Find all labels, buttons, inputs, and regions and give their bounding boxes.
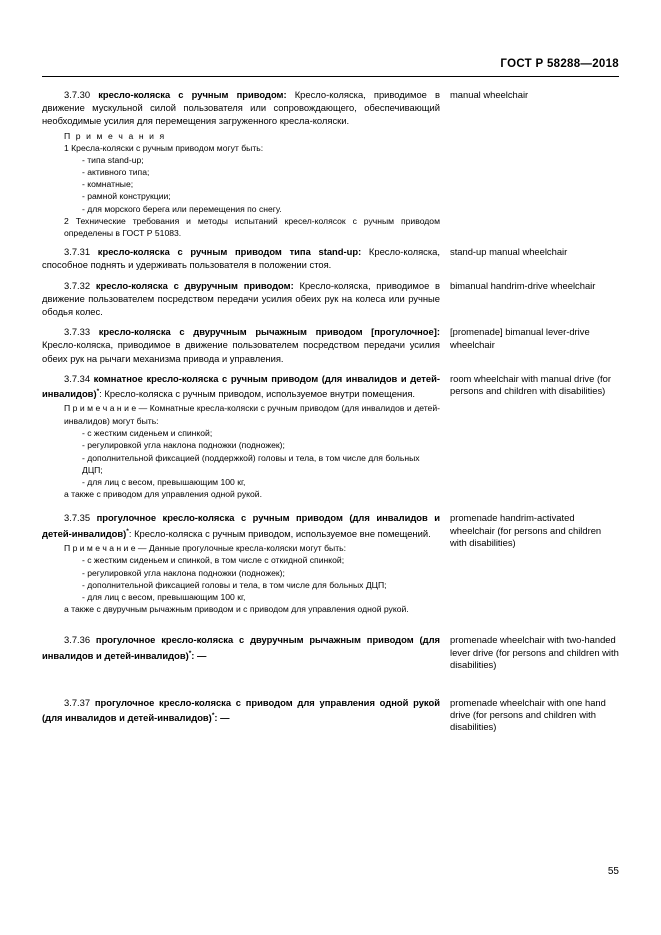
note-line: - дополнительной фиксацией (поддержкой) головы и тела, в том числе для больных ДЦП; xyxy=(82,452,420,475)
term-entry xyxy=(42,511,619,615)
term-name: кресло-коляска с двуручным приводом: xyxy=(95,279,294,291)
note-line: а также с двуручным рычажным приводом и с приводом для управления одной рукой. xyxy=(64,604,409,615)
note-line: - типа stand-up; xyxy=(82,154,144,165)
english-equivalent: promenade handrim-activated wheelchair (for persons and children with disabilities) xyxy=(450,512,602,549)
term-name: прогулочное кресло-коляска с приводом для управления одной рукой (для инвалидов и детей-инвалидов) xyxy=(42,696,440,723)
term-text xyxy=(42,633,440,662)
term-text xyxy=(42,325,440,365)
note-line: - рамной конструкции; xyxy=(82,191,171,202)
term-entry xyxy=(42,245,619,272)
term-number: 3.7.37 xyxy=(64,696,91,708)
term-entry-left xyxy=(42,696,450,726)
english-equivalent: stand-up manual wheelchair xyxy=(450,246,568,258)
term-text xyxy=(42,372,440,401)
term-entry-left xyxy=(42,88,450,239)
note-line: - для лиц с весом, превышающим 100 кг, xyxy=(82,477,246,488)
english-equivalent: promenade wheelchair with two-handed lever drive (for persons and children with disabilities) xyxy=(450,634,619,671)
term-footnote-marker: * xyxy=(126,527,129,535)
term-number: 3.7.30 xyxy=(64,89,91,100)
term-entry xyxy=(42,633,619,671)
term-entry xyxy=(42,279,619,320)
term-entry xyxy=(42,325,619,366)
english-equivalent: [promenade] bimanual lever-drive wheelchair xyxy=(450,326,590,350)
term-text xyxy=(42,279,440,319)
note-line: - с жестким сиденьем и спинкой, в том числе с откидной спинкой; xyxy=(82,555,345,566)
header-divider xyxy=(42,76,619,77)
note-line: - регулировкой угла наклона подножки (подножек); xyxy=(82,567,285,578)
note-line: - дополнительной фиксацией головы и тела, в том числе для больных ДЦП; xyxy=(82,579,387,590)
term-number: 3.7.34 xyxy=(64,372,91,384)
term-colon: : — xyxy=(214,711,230,723)
term-entry xyxy=(42,372,619,501)
document-body xyxy=(42,88,619,736)
term-definition: Кресло-коляска, способное поднять и удерживать пользователя в положении стоя. xyxy=(42,246,440,271)
note-line: - для лиц с весом, превышающим 100 кг, xyxy=(82,591,246,602)
note-heading: П р и м е ч а н и е — Данные прогулочные кресла-коляски могут быть: xyxy=(64,542,347,553)
term-colon: : xyxy=(128,527,132,539)
spacer xyxy=(42,502,619,511)
term-entry-left xyxy=(42,633,450,663)
spacer xyxy=(42,674,619,696)
note-heading: П р и м е ч а н и я xyxy=(64,130,166,141)
term-number: 3.7.36 xyxy=(64,634,91,646)
note-heading: П р и м е ч а н и е — Комнатные кресла-коляски с ручным приводом (для инвалидов и детей-инвалидов) могут быть: xyxy=(64,403,440,426)
page-number: 55 xyxy=(607,866,619,877)
note-line: - активного типа; xyxy=(82,167,150,178)
english-equivalent: promenade wheelchair with one hand drive (for persons and children with disabilities) xyxy=(450,696,606,733)
term-definition: Кресло-коляска с ручным приводом, используемое внутри помещения. xyxy=(104,388,416,400)
term-number: 3.7.31 xyxy=(64,246,91,258)
note-line: - регулировкой угла наклона подножки (подножек); xyxy=(82,440,285,451)
term-entry-left xyxy=(42,325,450,366)
note-line: 1 Кресла-коляски с ручным приводом могут быть: xyxy=(64,142,264,153)
term-footnote-marker: * xyxy=(96,388,100,396)
term-name: кресло-коляска с ручным приводом типа stand-up: xyxy=(97,246,362,258)
term-entry-left xyxy=(42,372,450,501)
term-text xyxy=(42,696,440,725)
note-line: - с жестким сиденьем и спинкой; xyxy=(82,428,213,439)
term-text xyxy=(42,245,440,271)
spacer xyxy=(42,617,619,633)
term-entry xyxy=(42,696,619,734)
term-colon: : — xyxy=(191,649,207,661)
term-text xyxy=(42,511,440,540)
note-line: - для морского берега или перемещения по снегу. xyxy=(82,203,282,214)
term-name: комнатное кресло-коляска с ручным приводом (для инвалидов и детей-инвалидов) xyxy=(42,372,440,400)
english-equivalent: bimanual handrim-drive wheelchair xyxy=(450,279,596,291)
term-number: 3.7.32 xyxy=(64,279,91,291)
term-name: прогулочное кресло-коляска с двуручным рычажным приводом (для инвалидов и детей-инвалидов) xyxy=(42,634,440,661)
note-line: - комнатные; xyxy=(82,179,134,190)
note-line: 2 Технические требования и методы испытаний кресел-колясок с ручным приводом определены в ГОСТ Р 51083. xyxy=(64,215,440,239)
term-entry-left xyxy=(42,511,450,615)
term-entry-left xyxy=(42,279,450,320)
term-entry-left xyxy=(42,245,450,272)
english-equivalent: room wheelchair with manual drive (for persons and children with disabilities) xyxy=(450,372,612,397)
page-header-standard: ГОСТ Р 58288—2018 xyxy=(500,58,619,70)
term-name: прогулочное кресло-коляска с ручным приводом (для инвалидов и детей-инвалидов) xyxy=(42,512,441,539)
term-footnote-marker: * xyxy=(188,649,192,657)
term-text xyxy=(42,88,440,128)
term-entry xyxy=(42,88,619,239)
term-definition: Кресло-коляска с ручным приводом, используемое вне помещений. xyxy=(134,527,431,539)
term-name: кресло-коляска с двуручным рычажным приводом [прогулочное]: xyxy=(98,326,440,338)
term-definition: Кресло-коляска, приводимое в движение пользователем посредством передачи усилия обеих рук на рычаги механизма привода и управления. xyxy=(42,339,440,364)
term-definition: Кресло-коляска, приводимое в движение мускульной силой пользователя или сопровождающего, обеспечивающий необходимые усилия для перемещения загруженного кресла-коляски. xyxy=(42,89,440,127)
term-name: кресло-коляска с ручным приводом: xyxy=(98,89,287,100)
term-number: 3.7.33 xyxy=(64,326,91,338)
term-number: 3.7.35 xyxy=(64,512,91,524)
term-definition: Кресло-коляска, приводимое в движение пользователем посредством передачи усилия обеих рук на колеса или ручные ободья колес. xyxy=(42,279,441,318)
term-footnote-marker: * xyxy=(211,711,215,719)
term-colon: : xyxy=(99,388,102,400)
english-equivalent: manual wheelchair xyxy=(450,89,529,100)
note-line: а также с приводом для управления одной рукой. xyxy=(64,489,262,500)
